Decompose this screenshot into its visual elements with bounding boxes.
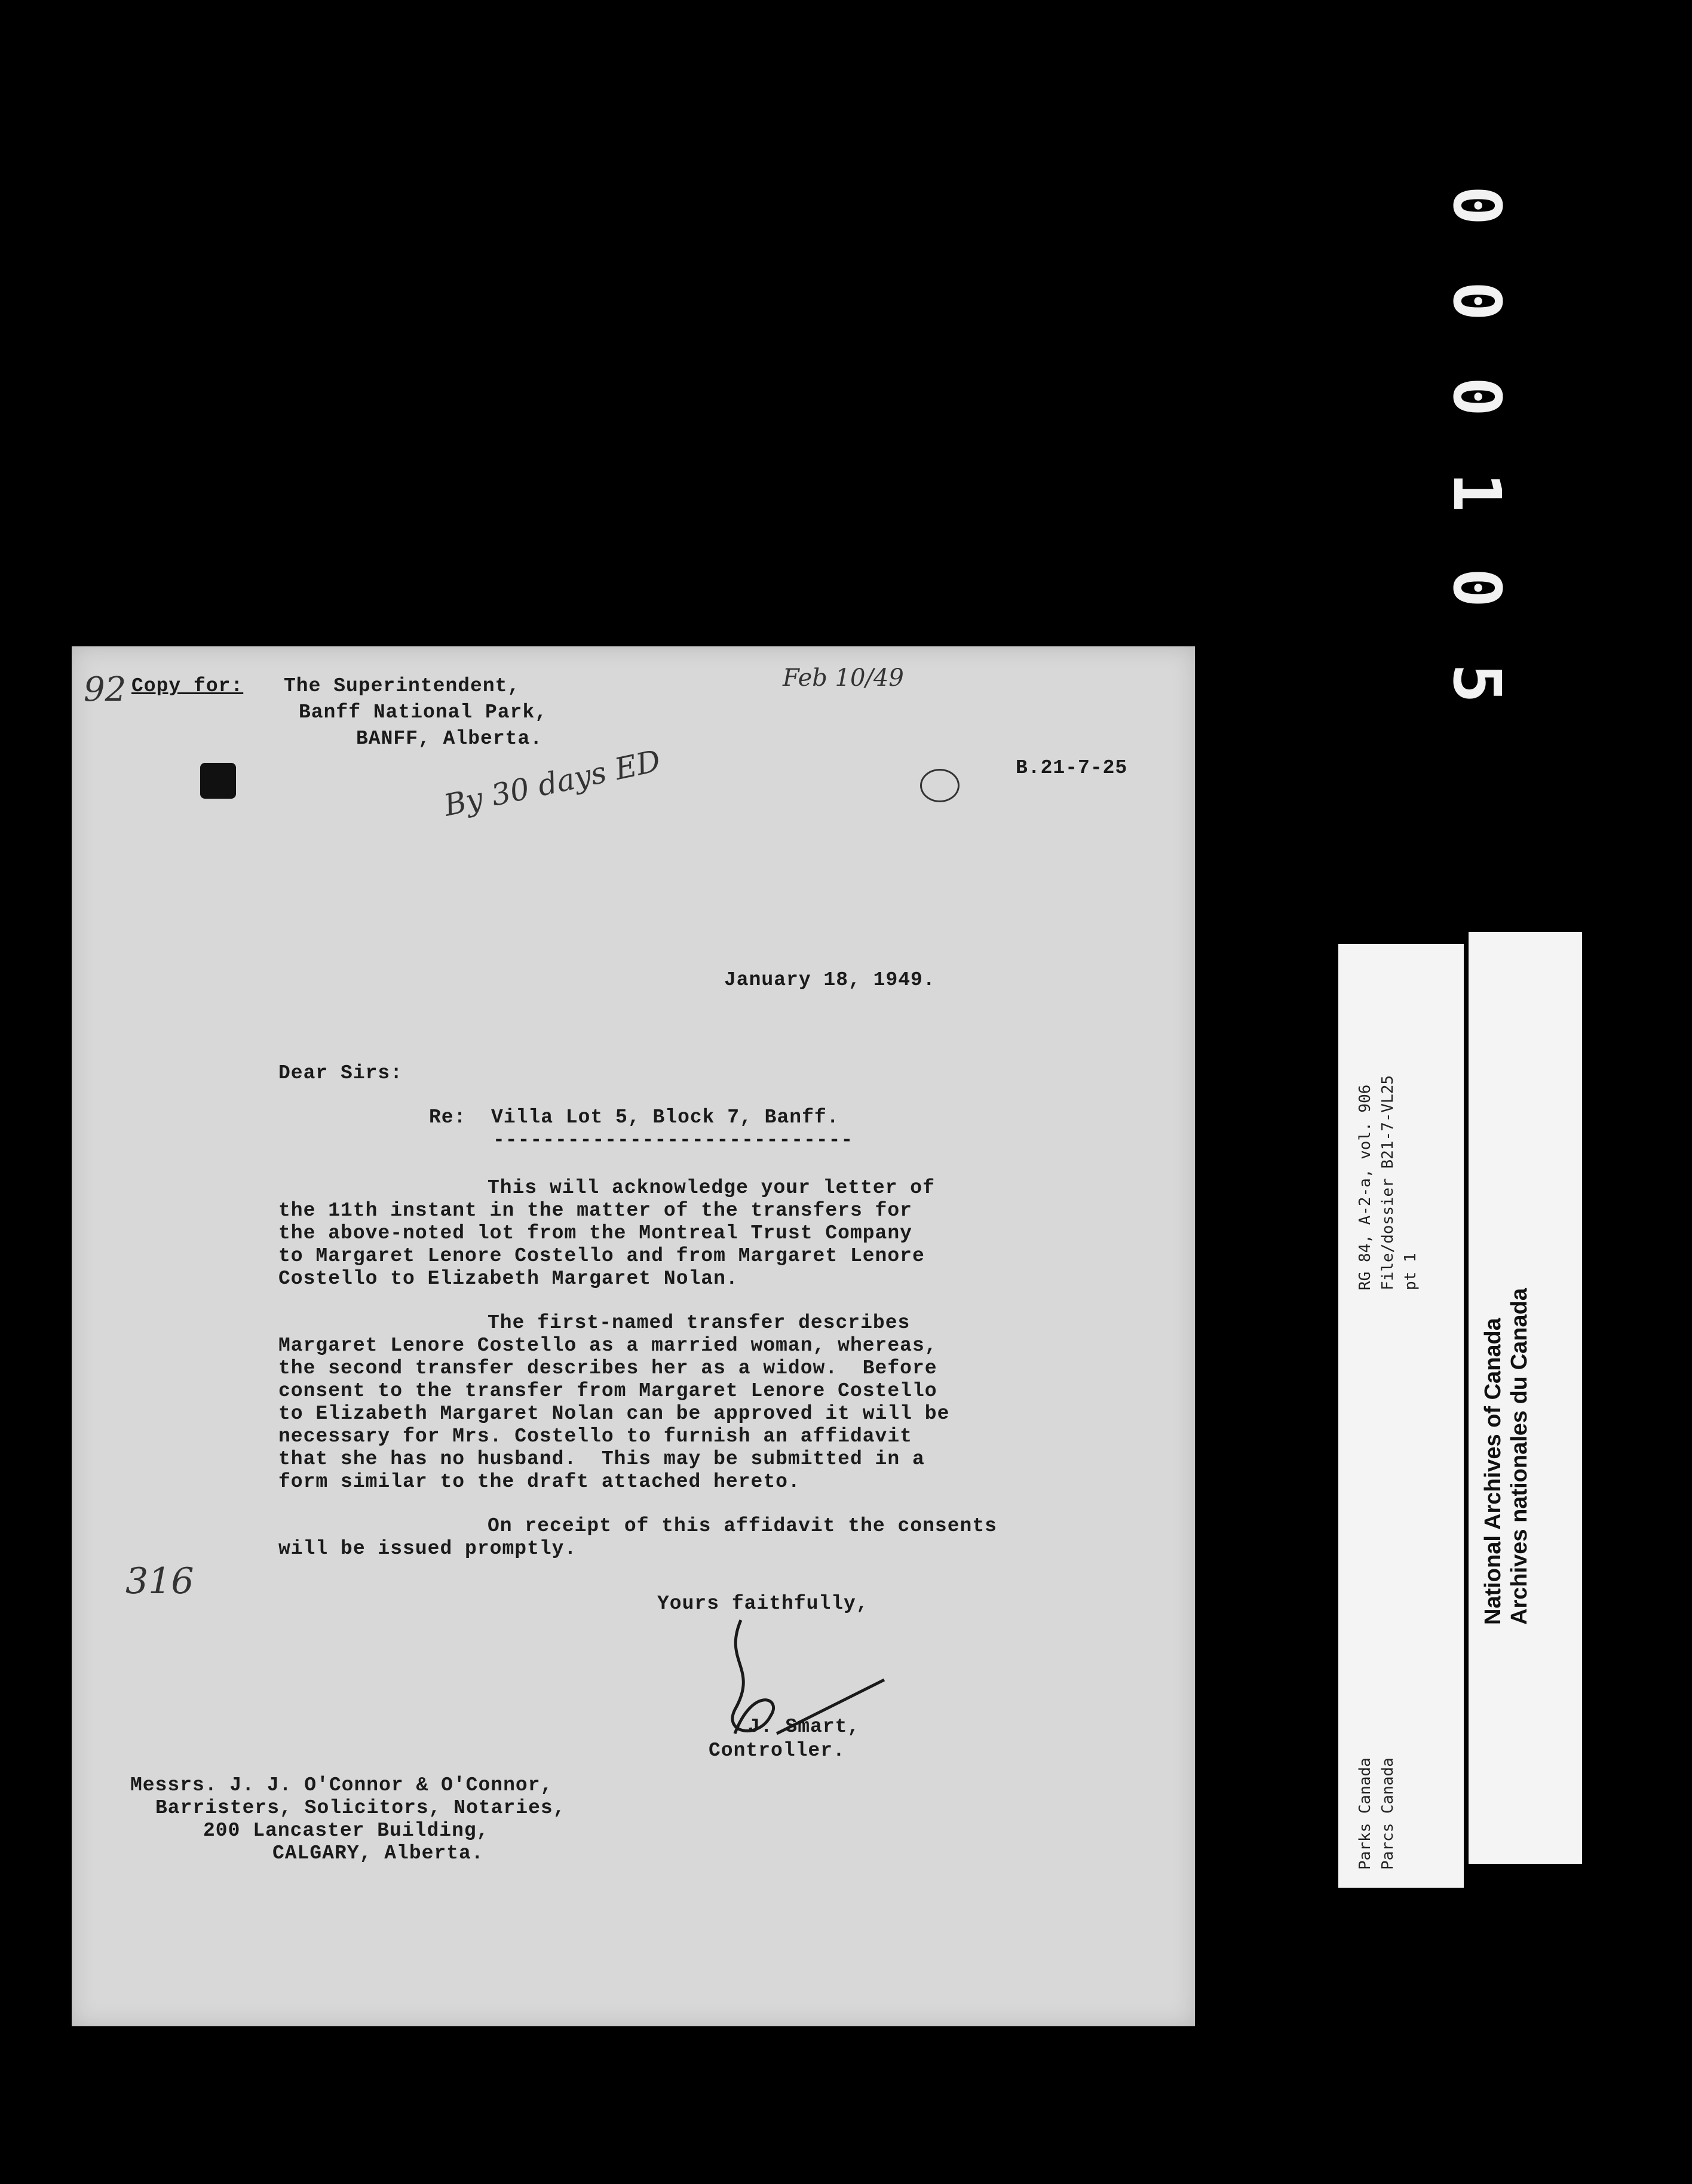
frame-digit: 1	[1439, 472, 1515, 513]
frame-digit: 5	[1439, 663, 1515, 704]
archive-label-right	[1469, 932, 1582, 1864]
paragraph-2-line: necessary for Mrs. Costello to furnish an affidavit	[278, 1425, 912, 1447]
addressee-line: 200 Lancaster Building,	[203, 1820, 489, 1842]
letter-date: January 18, 1949.	[724, 969, 936, 991]
copy-for-label: Copy for:	[131, 675, 244, 697]
archive-label-left	[1338, 944, 1464, 1888]
paragraph-2-line: consent to the transfer from Margaret Lenore Costello	[278, 1380, 937, 1402]
national-archives-fr: Archives nationales du Canada	[1507, 1288, 1532, 1625]
paragraph-2-line: The first-named transfer describes	[488, 1312, 911, 1334]
archive-file: File/dossier B21-7-VL25	[1379, 1075, 1397, 1290]
signatory-title: Controller.	[709, 1740, 845, 1762]
paragraph-1-line: Costello to Elizabeth Margaret Nolan.	[278, 1268, 738, 1290]
frame-digit: 0	[1439, 568, 1515, 608]
subject-underline: -----------------------------	[493, 1129, 854, 1151]
paragraph-1-line: the 11th instant in the matter of the transfers for	[278, 1200, 912, 1222]
archive-part: pt 1	[1402, 1253, 1420, 1290]
handwritten-marginal-note: By 30 days ED	[440, 743, 664, 823]
letter-page	[72, 646, 1195, 2026]
paragraph-2-line: Margaret Lenore Costello as a married woman, whereas,	[278, 1335, 937, 1357]
frame-number	[1441, 167, 1513, 729]
paragraph-1-line: the above-noted lot from the Montreal Trust Company	[278, 1222, 912, 1244]
paragraph-1-line: This will acknowledge your letter of	[488, 1177, 935, 1199]
paragraph-2-line: that she has no husband. This may be submitted in a	[278, 1448, 925, 1470]
frame-digit: 0	[1439, 376, 1515, 417]
paragraph-3-line: On receipt of this affidavit the consents	[488, 1515, 997, 1537]
copy-for-line: Banff National Park,	[299, 701, 548, 723]
paragraph-1-line: to Margaret Lenore Costello and from Margaret Lenore	[278, 1245, 925, 1267]
copy-for-line: BANFF, Alberta.	[356, 728, 543, 750]
handwritten-date-note: Feb 10/49	[783, 664, 904, 692]
paragraph-2-line: to Elizabeth Margaret Nolan can be approved it will be	[278, 1403, 950, 1425]
copy-for-line: The Superintendent,	[284, 675, 520, 697]
archive-reference: RG 84, A-2-a, vol. 906	[1356, 1084, 1374, 1290]
addressee-line: Messrs. J. J. O'Connor & O'Connor,	[130, 1774, 553, 1796]
file-reference: B.21-7-25	[1016, 757, 1128, 779]
national-archives-en: National Archives of Canada	[1480, 1318, 1506, 1625]
parks-canada-fr: Parcs Canada	[1379, 1757, 1397, 1870]
signatory-name: J. Smart,	[748, 1716, 860, 1738]
frame-digit: 0	[1439, 281, 1515, 321]
addressee-line: CALGARY, Alberta.	[272, 1842, 484, 1864]
ink-blot	[200, 763, 236, 799]
handwritten-margin-note: 316	[125, 1560, 194, 1602]
salutation: Dear Sirs:	[278, 1062, 403, 1084]
paragraph-2-line: the second transfer describes her as a widow. Before	[278, 1357, 937, 1379]
subject-line: Re: Villa Lot 5, Block 7, Banff.	[429, 1106, 839, 1128]
frame-digit: 0	[1439, 185, 1515, 226]
addressee-line: Barristers, Solicitors, Notaries,	[155, 1797, 566, 1819]
handwritten-page-number: 92	[84, 670, 127, 709]
paragraph-2-line: form similar to the draft attached hereto.	[278, 1471, 801, 1493]
complimentary-close: Yours faithfully,	[657, 1593, 869, 1615]
parks-canada-en: Parks Canada	[1356, 1757, 1374, 1870]
handwritten-mark	[920, 769, 960, 802]
paragraph-3-line: will be issued promptly.	[278, 1538, 577, 1560]
